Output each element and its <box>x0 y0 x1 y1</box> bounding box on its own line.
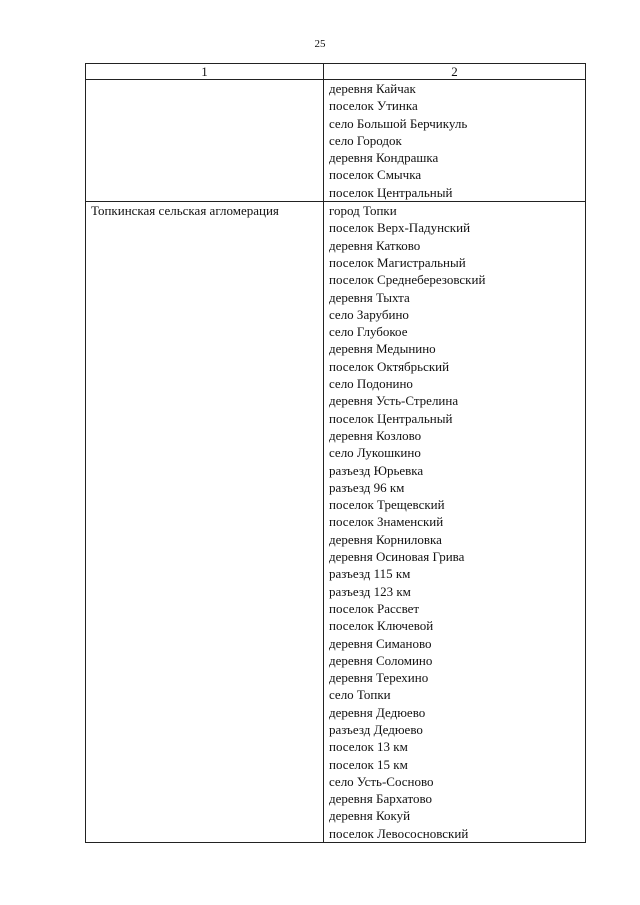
agglomeration-name-cell <box>86 202 324 843</box>
table-body <box>86 80 586 843</box>
settlement-item: поселок Смычка <box>329 167 422 183</box>
table-row <box>86 202 586 843</box>
settlement-item: деревня Симаново <box>329 635 432 651</box>
settlement-item: деревня Кайчак <box>329 81 416 96</box>
settlement-item: деревня Осиновая Грива <box>329 549 465 565</box>
settlement-item: поселок 15 км <box>329 756 408 772</box>
settlement-list <box>329 202 580 842</box>
settlement-item: разъезд 96 км <box>329 479 405 495</box>
settlement-item: село Большой Берчикуль <box>329 115 468 131</box>
settlement-item: деревня Дедюево <box>329 704 426 720</box>
settlement-item: село Глубокое <box>329 324 408 340</box>
settlement-item: село Топки <box>329 687 391 703</box>
settlement-item: деревня Корниловка <box>329 531 442 547</box>
agglomeration-name: Топкинская сельская агломерация <box>91 203 279 219</box>
settlement-item: деревня Тыхта <box>329 289 410 305</box>
settlement-item: город Топки <box>329 203 397 219</box>
settlement-list <box>329 80 580 201</box>
settlement-item: поселок Трещевский <box>329 497 445 513</box>
settlement-item: поселок Утинка <box>329 98 418 114</box>
settlement-item: разъезд 115 км <box>329 566 411 582</box>
settlement-item: деревня Кокуй <box>329 808 411 824</box>
column-header-2: 2 <box>324 64 586 80</box>
settlement-item: деревня Катково <box>329 237 421 253</box>
settlement-item: поселок Знаменский <box>329 514 444 530</box>
settlement-item: поселок Центральный <box>329 184 453 200</box>
settlement-item: разъезд 123 км <box>329 583 411 599</box>
table-row <box>86 80 586 202</box>
agglomeration-name-cell <box>86 80 324 202</box>
settlement-item: деревня Соломино <box>329 652 433 668</box>
settlement-item: разъезд Дедюево <box>329 721 423 737</box>
settlement-item: село Лукошкино <box>329 445 421 461</box>
settlement-item: поселок Октябрьский <box>329 358 450 374</box>
settlement-item: поселок Центральный <box>329 410 453 426</box>
table-header-row <box>86 64 586 80</box>
settlement-item: село Зарубино <box>329 306 409 322</box>
settlement-item: деревня Терехино <box>329 670 429 686</box>
settlement-item: деревня Медынино <box>329 341 436 357</box>
page-number: 25 <box>314 38 326 50</box>
settlement-item: разъезд Юрьевка <box>329 462 424 478</box>
settlements-cell <box>324 202 586 843</box>
column-header-1: 1 <box>86 64 324 80</box>
settlement-item: поселок 13 км <box>329 739 408 755</box>
settlement-item: деревня Бархатово <box>329 791 433 807</box>
settlement-item: поселок Левососновский <box>329 825 469 841</box>
settlement-item: поселок Верх-Падунский <box>329 220 471 236</box>
settlement-item: поселок Магистральный <box>329 254 466 270</box>
settlement-item: село Городок <box>329 132 402 148</box>
settlement-item: поселок Среднеберезовский <box>329 272 486 288</box>
settlement-item: деревня Усть-Стрелина <box>329 393 459 409</box>
settlement-item: село Подонино <box>329 376 413 392</box>
settlements-cell <box>324 80 586 202</box>
settlement-item: деревня Кондрашка <box>329 150 439 166</box>
settlement-item: деревня Козлово <box>329 427 422 443</box>
settlement-item: село Усть-Сосново <box>329 773 434 789</box>
settlement-item: поселок Ключевой <box>329 618 434 634</box>
settlement-item: поселок Рассвет <box>329 600 420 616</box>
settlements-table <box>85 63 586 843</box>
